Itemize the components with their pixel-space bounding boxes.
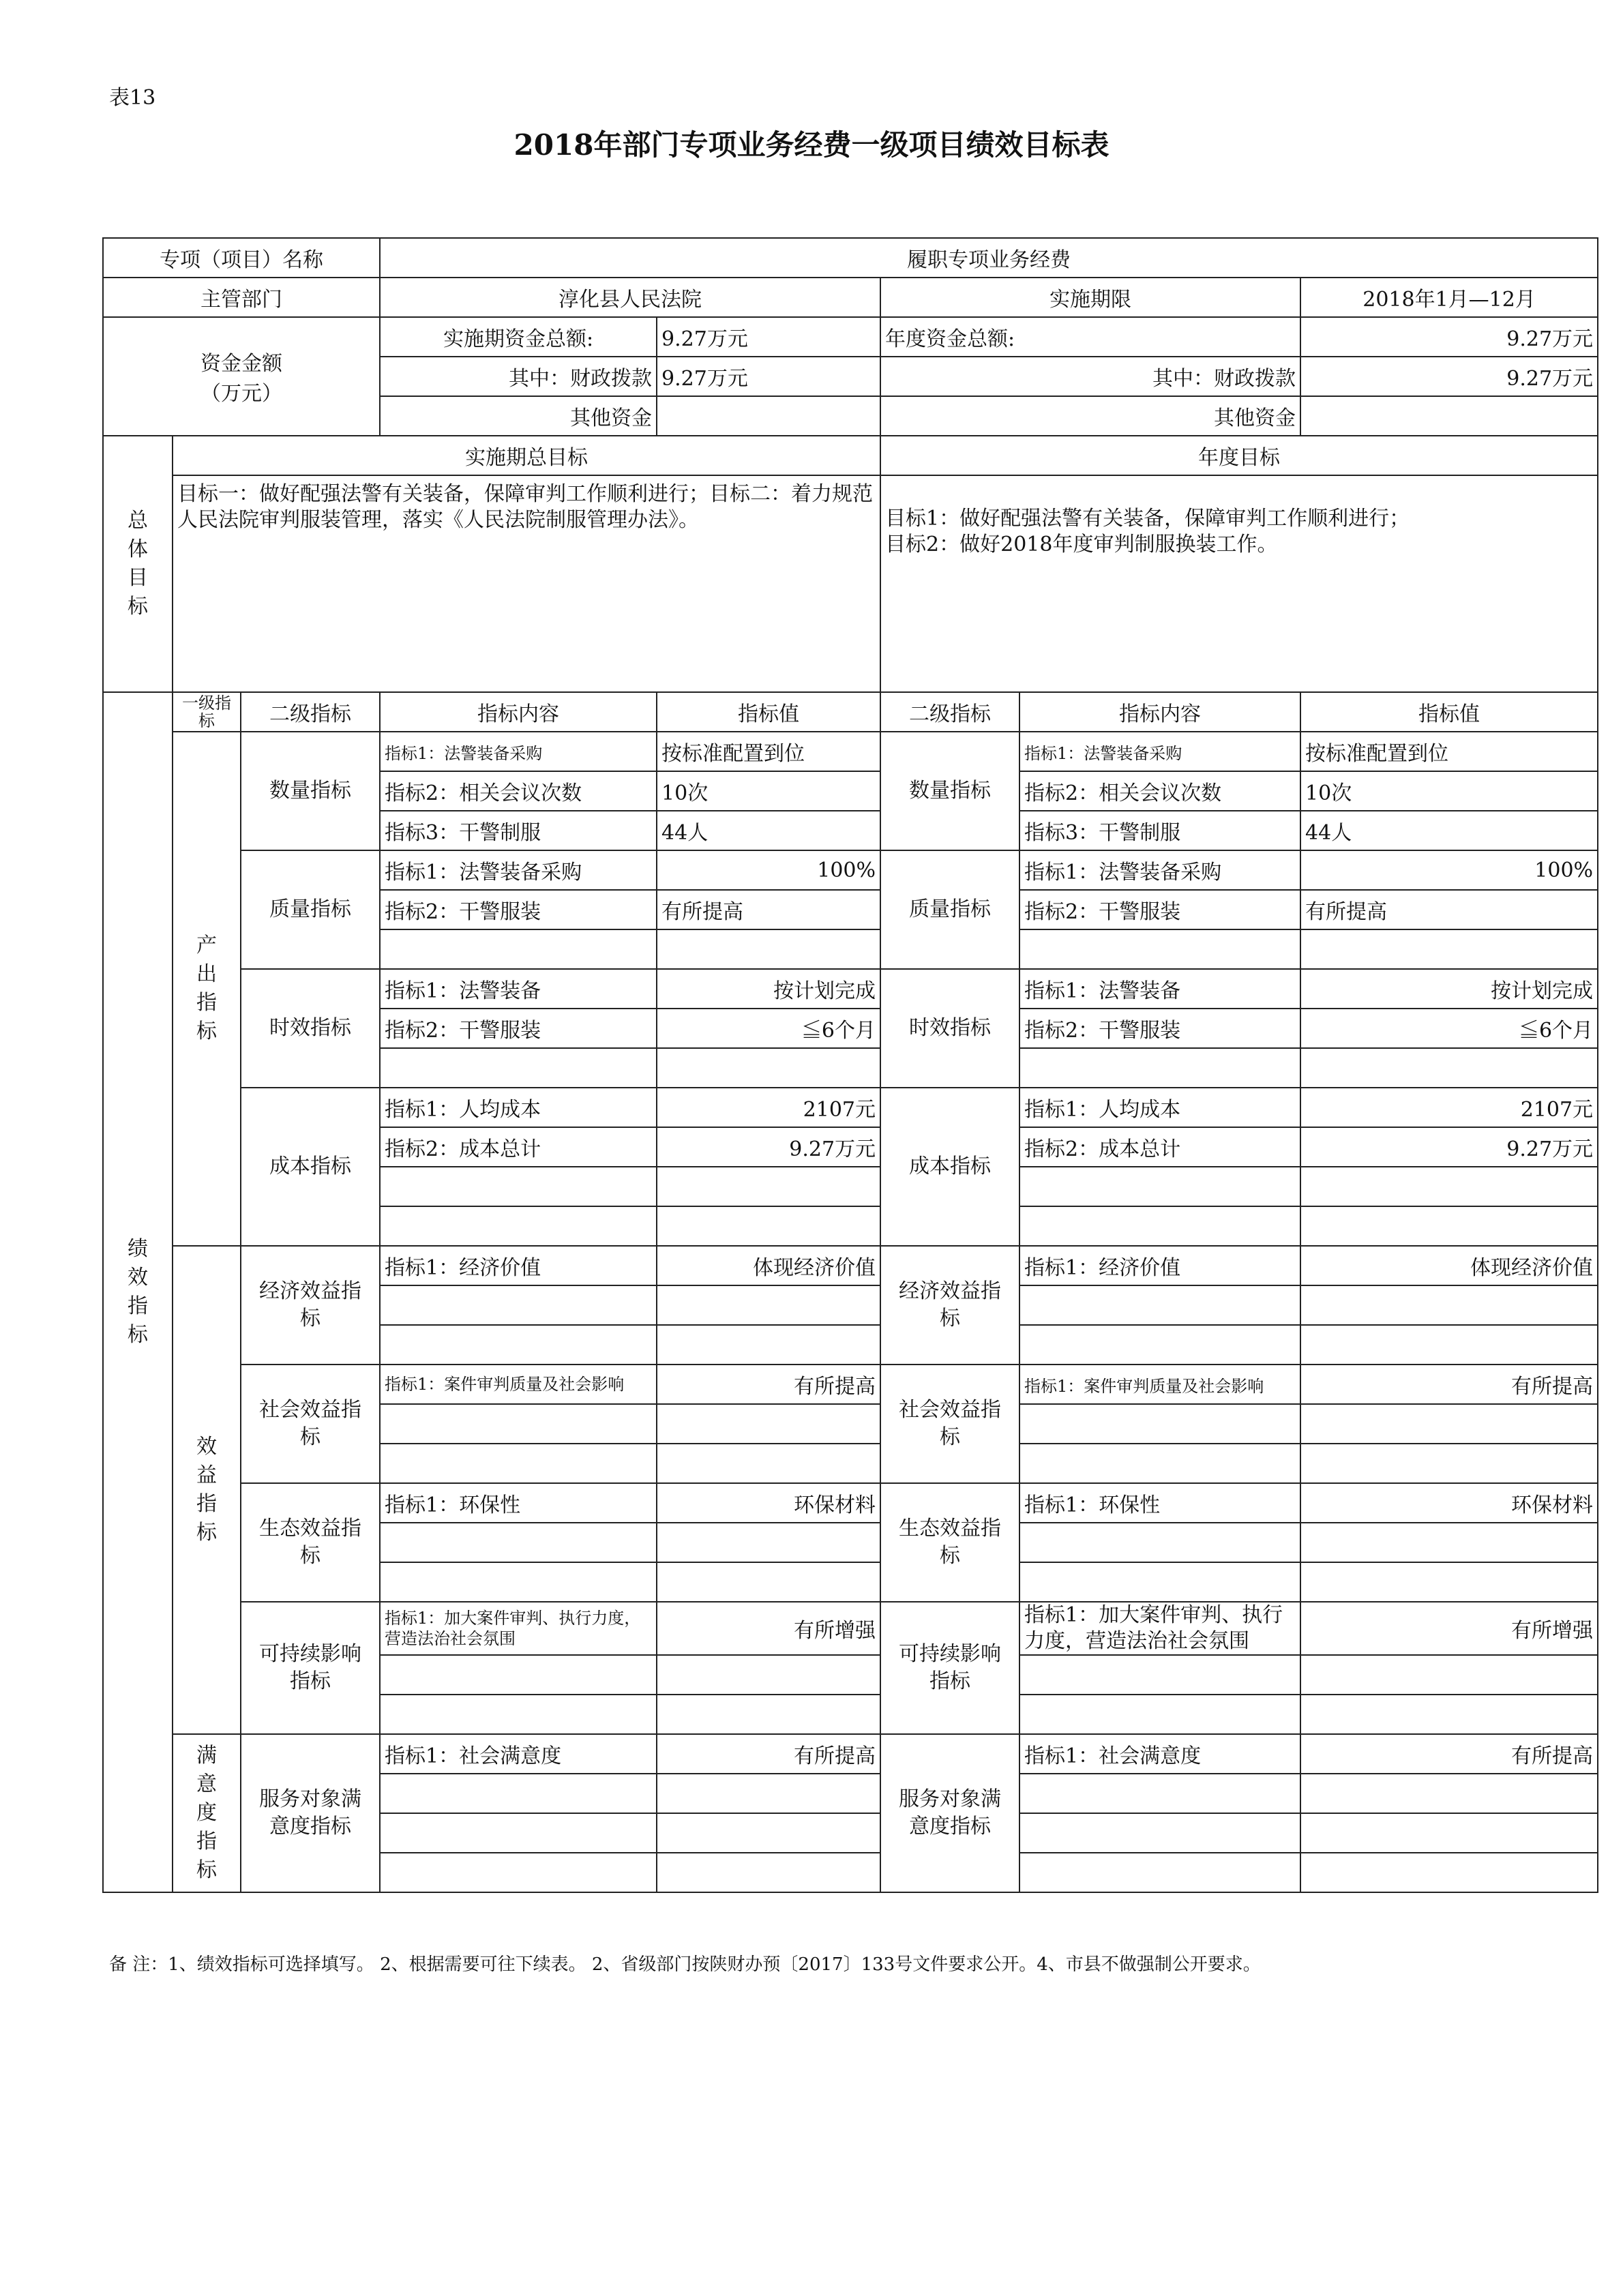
perf-section-label: 绩效指标: [103, 692, 173, 1892]
other-funds-value: [657, 396, 880, 436]
level2-label: 社会效益指标: [241, 1365, 380, 1483]
page-title: 2018年部门专项业务经费一级项目绩效目标表: [513, 128, 1110, 162]
indicator-value: 有所提高: [657, 1365, 880, 1404]
indicator-value-annual: 体现经济价值: [1300, 1246, 1598, 1285]
annual-goal-text: [880, 475, 1598, 692]
indicator-content: [380, 1853, 657, 1892]
indicator-value: 10次: [657, 771, 880, 811]
col-value-header: 指标值: [657, 692, 880, 732]
indicator-content-annual: [1019, 1444, 1300, 1483]
indicator-value: 9.27万元: [657, 1127, 880, 1167]
indicator-content: [380, 1523, 657, 1562]
indicator-value: [657, 1695, 880, 1734]
col-content-header: 指标内容: [380, 692, 657, 732]
indicator-value-annual: [1300, 1167, 1598, 1206]
indicator-content-annual: [1019, 1813, 1300, 1853]
indicator-value-annual: [1300, 1853, 1598, 1892]
indicator-value-annual: 10次: [1300, 771, 1598, 811]
indicator-content: 指标1：法警装备采购: [380, 732, 657, 771]
indicator-value-annual: 按计划完成: [1300, 969, 1598, 1009]
indicator-content-annual: 指标3：干警制服: [1019, 811, 1300, 850]
category-output-label: 产出指标: [173, 732, 241, 1246]
level2-label-annual: 社会效益指标: [880, 1365, 1019, 1483]
indicator-value: [657, 1206, 880, 1246]
indicator-value-annual: [1300, 1655, 1598, 1695]
indicator-value: 按计划完成: [657, 969, 880, 1009]
level2-label: 可持续影响指标: [241, 1602, 380, 1734]
indicator-value: 有所提高: [657, 890, 880, 929]
dept-value: 淳化县人民法院: [380, 278, 880, 317]
total-funds-value: 9.27万元: [657, 317, 880, 357]
table-row: [103, 732, 1598, 771]
table-row: [103, 1365, 1598, 1404]
indicator-content-annual: 指标2：干警服装: [1019, 890, 1300, 929]
table-row: [103, 969, 1598, 1009]
indicator-value-annual: 有所提高: [1300, 1365, 1598, 1404]
indicator-value: [657, 1523, 880, 1562]
project-name: 履职专项业务经费: [380, 238, 1598, 278]
fiscal-value: 9.27万元: [657, 357, 880, 396]
category-satisfaction-label: 满意度指标: [173, 1734, 241, 1892]
indicator-content-annual: 指标2：干警服装: [1019, 1009, 1300, 1048]
indicator-content-annual: [1019, 1695, 1300, 1734]
level2-label-annual: 生态效益指标: [880, 1483, 1019, 1602]
indicator-content-annual: 指标1：社会满意度: [1019, 1734, 1300, 1774]
indicator-content: 指标2：相关会议次数: [380, 771, 657, 811]
indicator-value-annual: [1300, 1562, 1598, 1602]
indicator-value-annual: [1300, 1206, 1598, 1246]
level2-label: 生态效益指标: [241, 1483, 380, 1602]
indicator-content: 指标3：干警制服: [380, 811, 657, 850]
indicator-value-annual: ≦6个月: [1300, 1009, 1598, 1048]
indicator-value: [657, 1325, 880, 1365]
indicator-content: [380, 1285, 657, 1325]
indicator-content-annual: 指标1：案件审判质量及社会影响: [1019, 1365, 1300, 1404]
col-value-header-annual: 指标值: [1300, 692, 1598, 732]
annual-goal-2: 目标2：做好2018年度审判制服换装工作。: [885, 533, 1278, 556]
indicator-value: [657, 1655, 880, 1695]
indicator-content: [380, 1444, 657, 1483]
indicator-value-annual: 有所增强: [1300, 1602, 1598, 1655]
performance-target-table: [102, 237, 1598, 1893]
level2-label: 服务对象满意度指标: [241, 1734, 380, 1892]
indicator-content-annual: 指标1：加大案件审判、执行力度，营造法治社会氛围: [1019, 1602, 1300, 1655]
indicator-content: [380, 1206, 657, 1246]
indicator-value-annual: 44人: [1300, 811, 1598, 850]
col-content-header-annual: 指标内容: [1019, 692, 1300, 732]
indicator-value-annual: 有所提高: [1300, 1734, 1598, 1774]
indicator-value: 2107元: [657, 1088, 880, 1127]
indicator-value-annual: [1300, 1813, 1598, 1853]
indicator-value: ≦6个月: [657, 1009, 880, 1048]
indicator-content-annual: [1019, 1774, 1300, 1813]
indicator-value: [657, 1444, 880, 1483]
level2-label-annual: 质量指标: [880, 850, 1019, 969]
indicator-content: 指标1：案件审判质量及社会影响: [380, 1365, 657, 1404]
indicator-value: [657, 1167, 880, 1206]
table-row: [103, 1088, 1598, 1127]
indicator-value-annual: [1300, 1774, 1598, 1813]
indicator-content: [380, 929, 657, 969]
table-row: [103, 850, 1598, 890]
indicator-content-annual: [1019, 1206, 1300, 1246]
indicator-value-annual: 按标准配置到位: [1300, 732, 1598, 771]
indicator-content-annual: 指标1：人均成本: [1019, 1088, 1300, 1127]
funds-label-line1: 资金金额: [200, 352, 283, 376]
indicator-content: 指标1：加大案件审判、执行力度，营造法治社会氛围: [380, 1602, 657, 1655]
indicator-value: 有所增强: [657, 1602, 880, 1655]
indicator-content-annual: 指标1：经济价值: [1019, 1246, 1300, 1285]
table-row: [103, 1246, 1598, 1285]
period-goal-header: 实施期总目标: [173, 436, 880, 475]
level2-label: 经济效益指标: [241, 1246, 380, 1365]
indicator-value: 44人: [657, 811, 880, 850]
indicator-value-annual: 环保材料: [1300, 1483, 1598, 1523]
indicator-value-annual: [1300, 1325, 1598, 1365]
level2-label: 数量指标: [241, 732, 380, 850]
indicator-value: [657, 1285, 880, 1325]
indicator-content: 指标1：法警装备: [380, 969, 657, 1009]
indicator-content: 指标2：干警服装: [380, 890, 657, 929]
indicator-value: [657, 1404, 880, 1444]
col-level2-header: 二级指标: [241, 692, 380, 732]
level2-label: 成本指标: [241, 1088, 380, 1246]
level2-label-annual: 数量指标: [880, 732, 1019, 850]
indicator-content: [380, 1167, 657, 1206]
indicator-content: [380, 1404, 657, 1444]
indicator-content-annual: 指标2：成本总计: [1019, 1127, 1300, 1167]
other-funds-label: 其他资金: [380, 396, 657, 436]
indicator-content: [380, 1048, 657, 1088]
table-row: [103, 1602, 1598, 1655]
indicator-content: 指标2：成本总计: [380, 1127, 657, 1167]
level2-label: 质量指标: [241, 850, 380, 969]
indicator-content: [380, 1325, 657, 1365]
overall-goal-label: 总体目标: [103, 436, 173, 692]
indicator-content: 指标2：干警服装: [380, 1009, 657, 1048]
indicator-content: [380, 1562, 657, 1602]
indicator-value-annual: [1300, 1285, 1598, 1325]
dept-label: 主管部门: [103, 278, 380, 317]
level2-label: 时效指标: [241, 969, 380, 1088]
period-value: 2018年1月—12月: [1300, 278, 1598, 317]
indicator-value-annual: [1300, 1444, 1598, 1483]
indicator-value-annual: [1300, 1404, 1598, 1444]
annual-goal-1: 目标1：做好配强法警有关装备，保障审判工作顺利进行；: [885, 507, 1410, 531]
table-row: [103, 1734, 1598, 1774]
level2-label-annual: 经济效益指标: [880, 1246, 1019, 1365]
indicator-content-annual: [1019, 1853, 1300, 1892]
indicator-content: 指标1：社会满意度: [380, 1734, 657, 1774]
annual-total-value: 9.27万元: [1300, 317, 1598, 357]
indicator-value: [657, 1562, 880, 1602]
indicator-content-annual: [1019, 1167, 1300, 1206]
indicator-content: 指标1：人均成本: [380, 1088, 657, 1127]
period-goal-text: 目标一：做好配强法警有关装备，保障审判工作顺利进行；目标二：着力规范人民法院审判服装管理，落实《人民法院制服管理办法》。: [173, 475, 880, 692]
indicator-value-annual: [1300, 1695, 1598, 1734]
indicator-value-annual: 有所提高: [1300, 890, 1598, 929]
indicator-content: 指标1：经济价值: [380, 1246, 657, 1285]
level2-label-annual: 时效指标: [880, 969, 1019, 1088]
indicator-content: [380, 1774, 657, 1813]
annual-goal-header: 年度目标: [880, 436, 1598, 475]
indicator-content-annual: [1019, 1404, 1300, 1444]
indicator-content-annual: 指标1：法警装备: [1019, 969, 1300, 1009]
indicator-content-annual: [1019, 929, 1300, 969]
level2-label-annual: 可持续影响指标: [880, 1602, 1019, 1734]
funds-label: [103, 317, 380, 436]
fiscal-label: 其中：财政拨款: [380, 357, 657, 396]
indicator-value-annual: 2107元: [1300, 1088, 1598, 1127]
indicator-content: [380, 1813, 657, 1853]
indicator-value: [657, 1048, 880, 1088]
indicator-value: [657, 1774, 880, 1813]
table-number: 表13: [109, 86, 156, 110]
indicator-value-annual: [1300, 929, 1598, 969]
indicator-content: 指标1：法警装备采购: [380, 850, 657, 890]
col-level2-header-annual: 二级指标: [880, 692, 1019, 732]
indicator-value: 环保材料: [657, 1483, 880, 1523]
project-name-label: 专项（项目）名称: [103, 238, 380, 278]
table-row: [103, 1483, 1598, 1523]
indicator-content-annual: [1019, 1285, 1300, 1325]
footnote: 备 注：1、绩效指标可选择填写。 2、根据需要可往下续表。 2、省级部门按陕财办预〔2017〕133号文件要求公开。4、市县不做强制公开要求。: [109, 1954, 1261, 1975]
category-benefit-label: 效益指标: [173, 1246, 241, 1734]
funds-label-line2: （万元）: [200, 382, 283, 406]
indicator-value: 体现经济价值: [657, 1246, 880, 1285]
annual-total-label: 年度资金总额:: [880, 317, 1300, 357]
annual-fiscal-value: 9.27万元: [1300, 357, 1598, 396]
annual-other-value: [1300, 396, 1598, 436]
indicator-value: 有所提高: [657, 1734, 880, 1774]
indicator-content-annual: 指标1：法警装备采购: [1019, 850, 1300, 890]
indicator-value-annual: [1300, 1523, 1598, 1562]
indicator-content-annual: [1019, 1048, 1300, 1088]
indicator-content-annual: [1019, 1325, 1300, 1365]
indicator-content-annual: 指标2：相关会议次数: [1019, 771, 1300, 811]
indicator-content-annual: [1019, 1562, 1300, 1602]
indicator-value: 100%: [657, 850, 880, 890]
indicator-value: [657, 1813, 880, 1853]
annual-other-label: 其他资金: [880, 396, 1300, 436]
level2-label-annual: 成本指标: [880, 1088, 1019, 1246]
indicator-value: [657, 1853, 880, 1892]
period-label: 实施期限: [880, 278, 1300, 317]
indicator-value-annual: 9.27万元: [1300, 1127, 1598, 1167]
indicator-content-annual: [1019, 1655, 1300, 1695]
indicator-value-annual: [1300, 1048, 1598, 1088]
indicator-content: [380, 1655, 657, 1695]
total-funds-label: 实施期资金总额:: [380, 317, 657, 357]
indicator-value: [657, 929, 880, 969]
indicator-content: [380, 1695, 657, 1734]
indicator-content-annual: 指标1：法警装备采购: [1019, 732, 1300, 771]
indicator-content-annual: [1019, 1523, 1300, 1562]
annual-fiscal-label: 其中：财政拨款: [880, 357, 1300, 396]
indicator-value-annual: 100%: [1300, 850, 1598, 890]
indicator-content: 指标1：环保性: [380, 1483, 657, 1523]
level2-label-annual: 服务对象满意度指标: [880, 1734, 1019, 1892]
indicator-content-annual: 指标1：环保性: [1019, 1483, 1300, 1523]
indicator-value: 按标准配置到位: [657, 732, 880, 771]
col-level1-header: 一级指标: [173, 692, 241, 732]
